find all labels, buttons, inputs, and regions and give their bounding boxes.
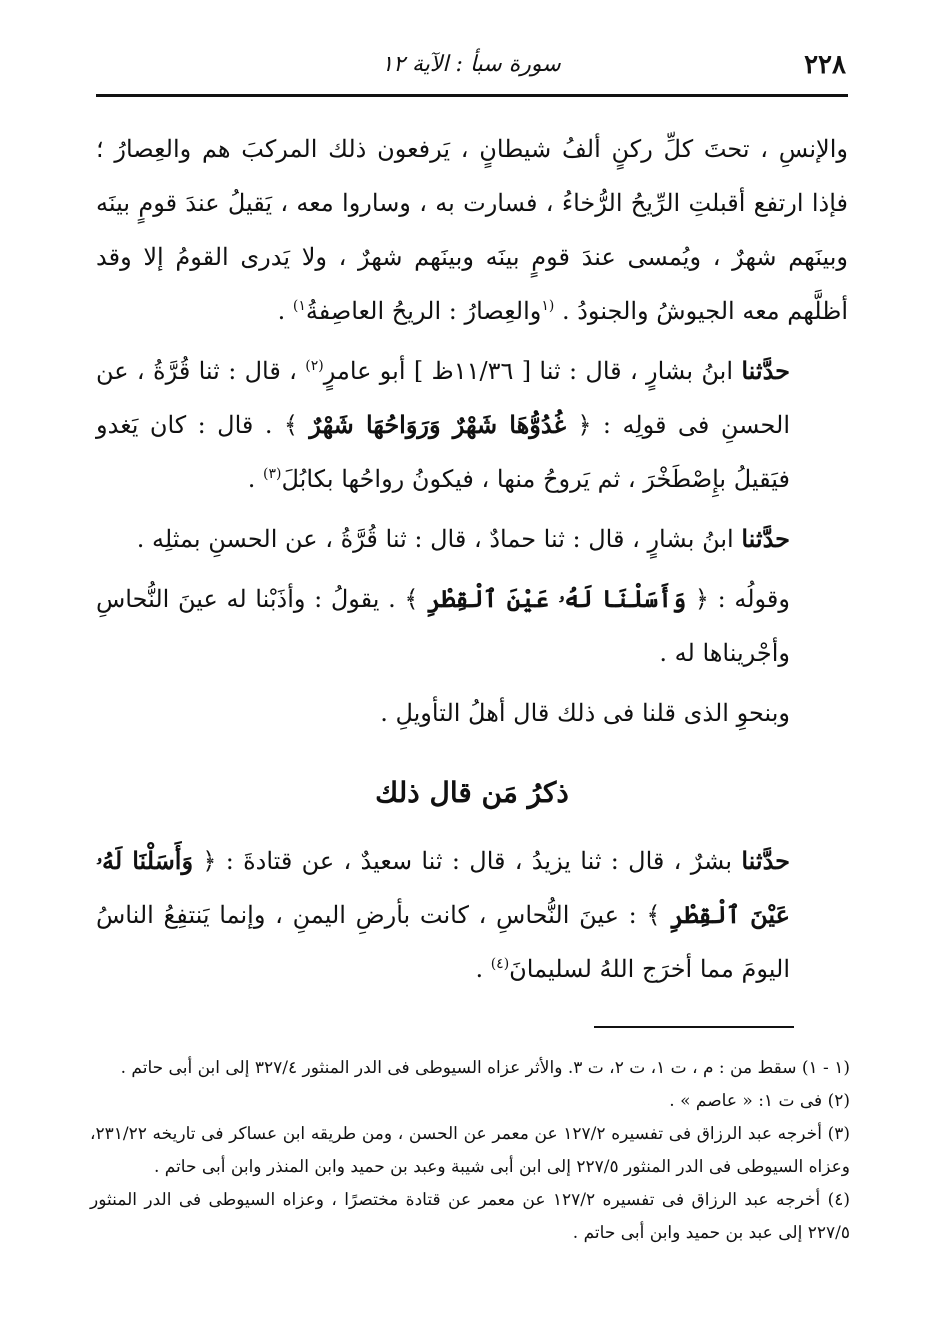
isnad-word: حدَّثنا	[741, 846, 790, 875]
footnote-marker: ١)	[292, 298, 306, 314]
running-title: سورة سبأ : الآية ١٢	[381, 52, 561, 77]
text-run: ، قال : ثنا قُرَّةُ ، عن الحسنِ	[96, 357, 790, 439]
paragraph-5: وبنحوِ الذى قلنا فى ذلك قال أهلُ التأويلِ .	[380, 699, 790, 727]
paragraph-1	[96, 122, 848, 338]
footnotes	[90, 1052, 850, 1250]
text-line: والإنسِ ، تحتَ كلِّ ركنٍ ألفُ شيطانٍ ، يَرفعون ذلك المركبَ هم والعِصارُ ؛ فإذا	[96, 135, 848, 217]
paragraph-2	[96, 344, 848, 506]
header-rule	[96, 94, 848, 97]
footnote-line: (٣) أخرجه عبد الرزاق فى تفسيره ١٢٧/٢ عن معمر عن الحسن ، ومن طريقه ابن عساكر فى تاريخه ٢٣١/٢٢،	[90, 1124, 850, 1144]
text-line: شهرٌ ، ويُمسى عندَ قومٍ بينَه وبينَهم شهرٌ ، ولا يَدرى القومُ إلا وقد أظلَّهم معه الجيوشُ	[96, 243, 848, 325]
section-heading: ذكرُ مَن قال ذلك	[375, 776, 569, 809]
isnad-word: حدَّثنا	[741, 524, 790, 553]
text-line: والجنودُ .	[554, 297, 649, 325]
quran-quote: وَأَسَلْنَا لَهُۥ عَيْنَ	[96, 846, 790, 929]
text-line: ارتفع أقبلتِ الرِّيحُ الرُّخاءُ ، فسارت به ، وساروا معه ، يَقيلُ عندَ قومٍ بينَه وبينَهم	[96, 189, 848, 271]
quran-quote: غُدُوُّهَا شَهْرٌ وَرَوَاحُهَا شَهْرٌ	[309, 410, 567, 439]
paragraph-6	[96, 834, 848, 996]
text-run: .	[475, 955, 491, 983]
text-run: فى قولِه : ﴿	[566, 411, 710, 439]
footnote-3	[90, 1118, 850, 1184]
paragraph-3	[96, 512, 848, 566]
page-number: ٢٢٨	[804, 50, 846, 80]
text-run: ﴾ . يقولُ : وأذَبْنا له عينَ النُّحاسِ وأجْريناها	[96, 585, 790, 667]
text-line: والعِصارُ : الريحُ العاصِفةُ	[305, 297, 542, 325]
text-line: .	[277, 297, 293, 325]
footnote-2: (٢) فى ت ١: « عاصم » .	[669, 1091, 850, 1111]
footnote-marker: (١	[541, 298, 555, 314]
text-run: ﴾ . قال : كان يَغدو فيَقيلُ بإِصْطَخْرَ ، ثم	[96, 411, 790, 493]
text-run: له .	[659, 639, 695, 667]
footnote-4	[90, 1184, 850, 1250]
text-run: يَروحُ منها ، فيكونُ رواحُها بكابُلَ	[281, 465, 590, 493]
text-run: .	[247, 465, 263, 493]
text-run: ابنُ بشارٍ ، قال : ثنا حمادٌ ، قال : ثنا قُرَّةُ ، عن الحسنِ بمثلِه .	[136, 525, 742, 553]
footnote-rule	[594, 1026, 794, 1028]
main-text	[96, 122, 848, 996]
quran-quote: ٱلْقِطْرِ	[670, 900, 741, 929]
text-run: وقولُه : ﴿	[686, 585, 790, 613]
footnote-line: (٤) أخرجه عبد الرزاق فى تفسيره ١٢٧/٢ عن معمر عن قتادة مختصرًا ، وعزاه السيوطى فى الدر المنثور ٢٢٧/٥ إلى	[90, 1190, 851, 1243]
isnad-word: حدَّثنا	[741, 356, 790, 385]
text-run: لسليمانَ	[509, 955, 592, 983]
text-run: ﴾ : عينَ النُّحاسِ ، كانت بأرضِ اليمنِ ، وإنما يَنتفِعُ الناسُ اليومَ مما أخرَج اللهُ	[96, 901, 790, 983]
footnote-line: وعزاه السيوطى فى الدر المنثور ٢٢٧/٥ إلى ابن أبى شيبة وعبد بن حميد وابن المنذر وابن أبى حاتم .	[153, 1157, 850, 1177]
text-run: بشرٌ ، قال : ثنا يزيدُ ، قال : ثنا سعيدٌ ، عن قتادةَ : ﴿	[193, 847, 742, 875]
footnote-marker: (٤)	[490, 956, 510, 972]
quran-quote: وَأَسَلْنَا لَهُۥ عَيْنَ ٱلْقِطْرِ	[427, 584, 687, 613]
page-header	[96, 40, 846, 88]
footnote-marker: (٣)	[263, 466, 282, 482]
footnote-marker: (٢)	[305, 358, 324, 374]
text-run: ابنُ بشارٍ ، قال : ثنا [ ١١/٣٦ظ ] أبو عامرٍ	[323, 357, 742, 385]
paragraph-4	[96, 572, 848, 680]
footnote-line: عبد بن حميد وابن أبى حاتم .	[572, 1223, 773, 1243]
footnote-1: (١ - ١) سقط من : م ، ت ١، ت ٢، ت ٣. والأثر عزاه السيوطى فى الدر المنثور ٣٢٧/٤ إلى ابن أبى حاتم .	[120, 1058, 850, 1078]
